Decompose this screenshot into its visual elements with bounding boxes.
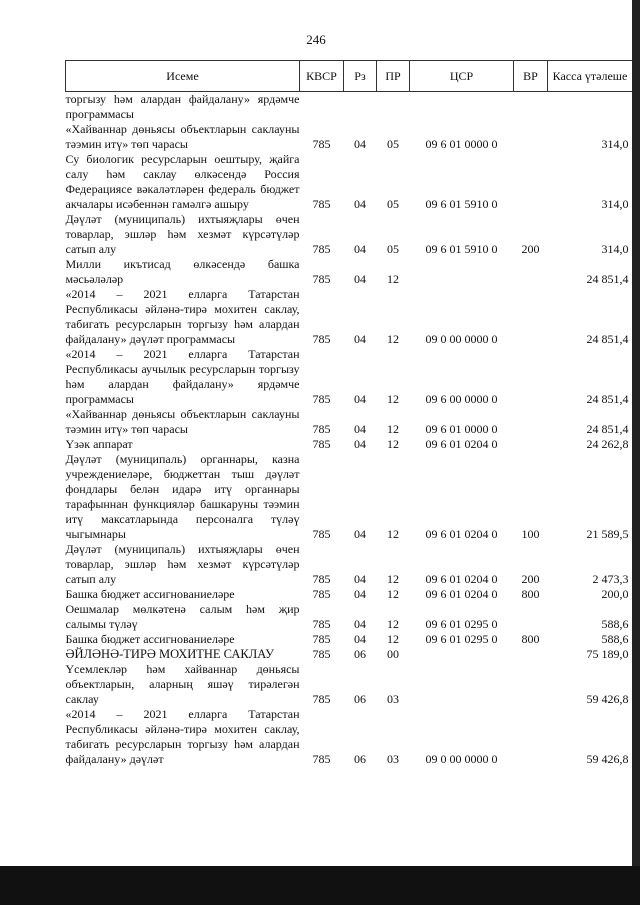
row-csr: 09 6 01 0204 0 [425, 437, 498, 451]
row-vr: 200 [521, 572, 540, 586]
row-rz: 04 [354, 392, 366, 406]
page-number: 246 [306, 32, 326, 47]
row-kvsr: 785 [312, 332, 331, 346]
row-csr: 09 0 00 0000 0 [425, 752, 498, 766]
table-row [66, 92, 633, 123]
row-rz: 04 [354, 242, 366, 256]
row-rz [344, 92, 377, 123]
row-kvsr: 785 [312, 632, 331, 646]
row-csr: 09 6 01 0000 0 [425, 137, 498, 151]
row-rz: 06 [354, 752, 366, 766]
table-row [66, 257, 633, 287]
row-pr [377, 92, 410, 123]
row-vr [514, 92, 548, 123]
table-row [66, 542, 633, 587]
row-sum: 588,6 [601, 617, 629, 631]
row-sum: 75 189,0 [586, 647, 629, 661]
table-row [66, 452, 633, 542]
row-name: торгызу һәм алардан файдалану» ярдәмче программасы [65, 92, 300, 121]
row-vr [514, 152, 548, 212]
row-pr: 12 [387, 422, 399, 436]
row-kvsr: 785 [312, 437, 331, 451]
row-pr: 12 [387, 587, 399, 601]
column-header-rz: Рз [344, 61, 377, 92]
row-csr: 09 6 00 0000 0 [425, 392, 498, 406]
row-rz: 04 [354, 572, 366, 586]
row-kvsr: 785 [312, 647, 331, 661]
row-kvsr: 785 [312, 422, 331, 436]
row-name: ӘЙЛӘНӘ-ТИРӘ МОХИТНЕ САКЛАУ [65, 647, 275, 661]
table-row [66, 152, 633, 212]
row-kvsr: 785 [312, 587, 331, 601]
row-name: Үсемлекләр һәм хайваннар дөньясы объектларын, аларның яшәү тирәлегән саклау [65, 662, 300, 706]
column-header-sum: Касса үтәлеше [548, 61, 633, 92]
row-csr: 09 6 01 0204 0 [425, 587, 498, 601]
row-kvsr: 785 [312, 617, 331, 631]
row-rz: 04 [354, 422, 366, 436]
row-sum: 21 589,5 [586, 527, 629, 541]
row-sum: 2 473,3 [592, 572, 629, 586]
column-header-kvsr: КВСР [300, 61, 344, 92]
row-vr [514, 287, 548, 347]
row-pr: 12 [387, 392, 399, 406]
row-pr: 12 [387, 632, 399, 646]
row-rz: 04 [354, 437, 366, 451]
row-vr [514, 407, 548, 437]
scan-edge-bottom [0, 866, 640, 905]
table-row [66, 587, 633, 602]
row-name: Дәүләт (муниципаль) органнары, казна учреждениеләре, бюджеттан тыш дәүләт фондлары белән идарә итү органнары тарафыннан функцияләр башкаруны тәэмин итү максатларында персоналга түләү чыгымнары [65, 452, 300, 541]
table-row [66, 602, 633, 632]
row-kvsr: 785 [312, 137, 331, 151]
table-row [66, 212, 633, 257]
budget-table [65, 60, 633, 767]
row-csr [410, 647, 514, 662]
row-kvsr: 785 [312, 572, 331, 586]
scan-edge-right [632, 0, 640, 905]
row-kvsr: 785 [312, 242, 331, 256]
row-name: «2014 – 2021 елларга Татарстан Республикасы әйләнә-тирә мохитен саклау, табигать ресурсларын торгызу һәм алардан файдалану» дәүләт программасы [65, 287, 300, 346]
row-rz: 04 [354, 617, 366, 631]
row-pr: 12 [387, 437, 399, 451]
row-name: Дәүләт (муниципаль) ихтыяҗлары өчен товарлар, эшләр һәм хезмәт күрсәтүләр сатып алу [65, 542, 300, 586]
row-rz: 06 [354, 647, 366, 661]
row-sum: 314,0 [601, 197, 629, 211]
row-kvsr: 785 [312, 527, 331, 541]
table-row [66, 347, 633, 407]
row-vr [514, 437, 548, 452]
row-name: Дәүләт (муниципаль) ихтыяҗлары өчен товарлар, эшләр һәм хезмәт күрсәтүләр сатып алу [65, 212, 300, 256]
row-pr: 12 [387, 332, 399, 346]
table-row [66, 632, 633, 647]
table-row [66, 437, 633, 452]
row-kvsr: 785 [312, 692, 331, 706]
row-sum: 588,6 [601, 632, 629, 646]
row-sum: 24 851,4 [586, 392, 629, 406]
row-pr: 03 [387, 752, 399, 766]
row-sum: 24 851,4 [586, 422, 629, 436]
row-csr: 09 0 00 0000 0 [425, 332, 498, 346]
row-rz: 04 [354, 632, 366, 646]
row-name: «2014 – 2021 елларга Татарстан Республикасы аучылык ресурсларын торгызу һәм алардан файдалану» ярдәмче программасы [65, 347, 300, 406]
column-header-csr: ЦСР [410, 61, 514, 92]
row-sum: 24 851,4 [586, 272, 629, 286]
row-kvsr: 785 [312, 392, 331, 406]
row-kvsr [300, 92, 344, 123]
table-row [66, 407, 633, 437]
row-sum: 24 851,4 [586, 332, 629, 346]
row-csr [410, 92, 514, 123]
column-header-vr: ВР [514, 61, 548, 92]
row-rz: 04 [354, 587, 366, 601]
row-pr: 00 [387, 647, 399, 661]
row-pr: 05 [387, 197, 399, 211]
row-rz: 04 [354, 527, 366, 541]
row-pr: 12 [387, 617, 399, 631]
row-sum: 314,0 [601, 137, 629, 151]
row-sum: 24 262,8 [586, 437, 629, 451]
row-csr: 09 6 01 5910 0 [425, 242, 498, 256]
row-pr: 05 [387, 137, 399, 151]
row-sum [548, 92, 633, 123]
table-row [66, 707, 633, 767]
row-name: Үзәк аппарат [65, 437, 133, 451]
row-csr: 09 6 01 5910 0 [425, 197, 498, 211]
row-vr [514, 347, 548, 407]
table-row [66, 662, 633, 707]
row-sum: 314,0 [601, 242, 629, 256]
row-vr [514, 122, 548, 152]
table-row [66, 122, 633, 152]
row-name: «Хайваннар дөньясы объектларын саклауны тәэмин итү» төп чарасы [65, 407, 300, 436]
row-vr [514, 662, 548, 707]
row-csr: 09 6 01 0204 0 [425, 527, 498, 541]
column-header-pr: ПР [377, 61, 410, 92]
row-pr: 03 [387, 692, 399, 706]
row-pr: 12 [387, 572, 399, 586]
row-rz: 04 [354, 272, 366, 286]
row-csr [410, 662, 514, 707]
row-kvsr: 785 [312, 197, 331, 211]
row-csr: 09 6 01 0000 0 [425, 422, 498, 436]
row-vr: 100 [521, 527, 540, 541]
row-vr [514, 647, 548, 662]
row-vr [514, 602, 548, 632]
table-row [66, 287, 633, 347]
row-name: Милли икътисад өлкәсендә башка мәсьәләләр [65, 257, 300, 286]
row-pr: 12 [387, 527, 399, 541]
row-vr: 800 [521, 632, 540, 646]
row-rz: 06 [354, 692, 366, 706]
row-vr [514, 257, 548, 287]
row-rz: 04 [354, 197, 366, 211]
table-header-row [66, 61, 633, 92]
row-csr: 09 6 01 0295 0 [425, 617, 498, 631]
row-csr: 09 6 01 0204 0 [425, 572, 498, 586]
row-pr: 12 [387, 272, 399, 286]
row-sum: 59 426,8 [586, 752, 629, 766]
row-rz: 04 [354, 332, 366, 346]
row-sum: 59 426,8 [586, 692, 629, 706]
row-pr: 05 [387, 242, 399, 256]
row-name: Башка бюджет ассигнованиеләре [65, 587, 235, 601]
row-csr: 09 6 01 0295 0 [425, 632, 498, 646]
table-row-section [66, 647, 633, 662]
row-csr [410, 257, 514, 287]
row-sum: 200,0 [601, 587, 629, 601]
row-kvsr: 785 [312, 752, 331, 766]
row-rz: 04 [354, 137, 366, 151]
row-name: Оешмалар мөлкәтенә салым һәм җир салымы түләү [65, 602, 300, 631]
row-name: «Хайваннар дөньясы объектларын саклауны тәэмин итү» төп чарасы [65, 122, 300, 151]
row-kvsr: 785 [312, 272, 331, 286]
row-vr: 800 [521, 587, 540, 601]
row-vr [514, 707, 548, 767]
row-name: Башка бюджет ассигнованиеләре [65, 632, 235, 646]
column-header-name: Исеме [66, 61, 300, 92]
row-vr: 200 [521, 242, 540, 256]
row-name: Су биологик ресурсларын оештыру, җайга салу һәм саклау өлкәсендә Россия Федерациясе вәкаләтләрен федераль бюджет акчалары исәбеннән гамәлгә ашыру [65, 152, 300, 211]
row-name: «2014 – 2021 елларга Татарстан Республикасы әйләнә-тирә мохитен саклау, табигать ресурсларын торгызу һәм алардан файдалану» дәүләт [65, 707, 300, 766]
